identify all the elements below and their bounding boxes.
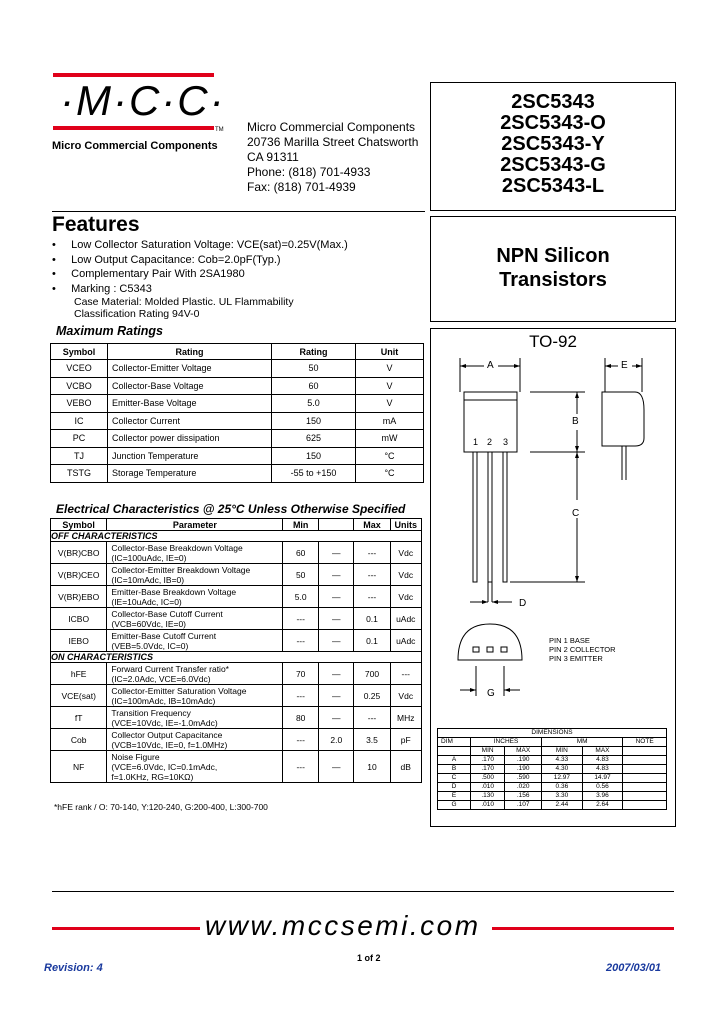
- table-row: IEBO Emitter-Base Cutoff Current (VEB=5.0Vdc, IC=0) --- — 0.1 uAdc: [51, 630, 422, 652]
- features-list: [52, 238, 348, 320]
- column-header: [319, 519, 354, 531]
- table-row: VCBO Collector-Base Voltage 60 V: [51, 377, 424, 395]
- dim-header: MM: [542, 738, 623, 747]
- company-name: Micro Commercial Components: [247, 120, 416, 134]
- part-number: 2SC5343: [511, 91, 595, 113]
- part-number: 2SC5343-L: [501, 175, 605, 197]
- dim-label-c: C: [572, 508, 580, 519]
- fax: Fax: (818) 701-4939: [247, 180, 356, 194]
- pin-legend-item: PIN 2 COLLECTOR: [549, 645, 616, 654]
- off-characteristics-title: OFF CHARACTERISTICS: [51, 531, 422, 542]
- column-header: Parameter: [107, 519, 283, 531]
- logo-bottom-bar: [53, 126, 214, 130]
- phone: Phone: (818) 701-4933: [247, 165, 371, 179]
- table-row: VEBO Emitter-Base Voltage 5.0 V: [51, 395, 424, 413]
- part-number: 2SC5343-G: [500, 154, 606, 176]
- table-row: G .010 .107 2.44 2.64: [438, 801, 667, 810]
- logo: ·M·C·C·: [60, 77, 226, 124]
- table-row: TSTG Storage Temperature -55 to +150 °C: [51, 465, 424, 483]
- device-type-line: NPN Silicon: [496, 245, 610, 267]
- table-row: A .170 .190 4.33 4.83: [438, 756, 667, 765]
- dim-subheader: MAX: [582, 747, 623, 756]
- on-characteristics-title: ON CHARACTERISTICS: [51, 652, 422, 663]
- column-header: Unit: [356, 344, 424, 360]
- table-row: fT Transition Frequency (VCE=10Vdc, IE=-1.0mAdc) 80 — --- MHz: [51, 707, 422, 729]
- package-label: TO-92: [529, 332, 577, 351]
- table-row: PC Collector power dissipation 625 mW: [51, 430, 424, 448]
- elec-table: [50, 518, 422, 783]
- table-row: hFE Forward Current Transfer ratio* (IC=2.0Adc, VCE=6.0Vdc) 70 — 700 ---: [51, 663, 422, 685]
- dim-label-g: G: [487, 688, 495, 699]
- dim-header: NOTE: [623, 738, 667, 747]
- column-header: Rating: [272, 344, 356, 360]
- max-ratings-title: Maximum Ratings: [56, 324, 163, 338]
- revision-date: 2007/03/01: [606, 962, 662, 974]
- hfe-rank-note: *hFE rank / O: 70-140, Y:120-240, G:200-400, L:300-700: [54, 802, 268, 812]
- footer-red-bar-left: [52, 927, 200, 930]
- column-header: Units: [390, 519, 422, 531]
- elec-title: Electrical Characteristics @ 25°C Unless Otherwise Specified: [56, 502, 406, 516]
- table-row: C .500 .590 12.97 14.97: [438, 774, 667, 783]
- part-number: 2SC5343-O: [500, 112, 606, 134]
- trademark: TM: [215, 127, 224, 133]
- column-header: Min: [283, 519, 319, 531]
- pin-number: 1: [473, 437, 479, 447]
- dim-label-a: A: [487, 360, 494, 371]
- package-drawing: [430, 350, 676, 740]
- pin-number: 3: [503, 437, 509, 447]
- column-header: Symbol: [51, 344, 108, 360]
- dim-subheader: MIN: [542, 747, 583, 756]
- website-link[interactable]: www.mccsemi.com: [205, 910, 481, 941]
- pin-legend: [549, 636, 616, 663]
- column-header: Max: [354, 519, 390, 531]
- table-row: Cob Collector Output Capacitance (VCB=10Vdc, IE=0, f=1.0MHz) --- 2.0 3.5 pF: [51, 729, 422, 751]
- company-address: [247, 120, 418, 195]
- table-row: IC Collector Current 150 mA: [51, 412, 424, 430]
- table-row: ICBO Collector-Base Cutoff Current (VCB=60Vdc, IE=0) --- — 0.1 uAdc: [51, 608, 422, 630]
- features-title: Features: [52, 213, 140, 236]
- device-type-box: [430, 216, 676, 322]
- dim-subheader: MAX: [505, 747, 542, 756]
- dim-header: INCHES: [471, 738, 542, 747]
- table-row: NF Noise Figure (VCE=6.0Vdc, IC=0.1mAdc, f=1.0KHz, RG=10KΩ) --- — 10 dB: [51, 751, 422, 783]
- pin-number: 2: [487, 437, 493, 447]
- table-row: TJ Junction Temperature 150 °C: [51, 447, 424, 465]
- list-item: • Complementary Pair With 2SA1980: [52, 268, 245, 280]
- page-number: 1 of 2: [357, 953, 381, 963]
- list-item: • Marking : C5343: [52, 282, 152, 295]
- revision: Revision: 4: [44, 962, 103, 974]
- table-row: E .130 .156 3.30 3.96: [438, 792, 667, 801]
- footer-red-bar-right: [492, 927, 674, 930]
- table-row: V(BR)CBO Collector-Base Breakdown Voltage (IC=100uAdc, IE=0) 60 — --- Vdc: [51, 542, 422, 564]
- street: 20736 Marilla Street Chatsworth: [247, 135, 419, 149]
- footer-divider: [52, 891, 674, 892]
- dim-label-e: E: [621, 360, 628, 371]
- city: CA 91311: [247, 150, 299, 164]
- dim-header: DIM: [438, 738, 471, 747]
- part-number-box: [430, 82, 676, 211]
- list-item: • Low Output Capacitance: Cob=2.0pF(Typ.): [52, 253, 281, 266]
- table-row: VCE(sat) Collector-Emitter Saturation Voltage (IC=100mAdc, IB=10mAdc) --- — 0.25 Vdc: [51, 685, 422, 707]
- part-number: 2SC5343-Y: [501, 133, 605, 155]
- table-row: VCEO Collector-Emitter Voltage 50 V: [51, 360, 424, 378]
- list-item: Classification Rating 94V-0: [74, 308, 200, 320]
- table-row: D .010 .020 0.36 0.56: [438, 783, 667, 792]
- dim-label-b: B: [572, 416, 579, 427]
- table-row: B .170 .190 4.30 4.83: [438, 765, 667, 774]
- dim-subheader: MIN: [471, 747, 505, 756]
- column-header: Rating: [108, 344, 272, 360]
- table-row: V(BR)EBO Emitter-Base Breakdown Voltage (IE=10uAdc, IC=0) 5.0 — --- Vdc: [51, 586, 422, 608]
- dimensions-table: [437, 728, 667, 810]
- table-row: V(BR)CEO Collector-Emitter Breakdown Voltage (IC=10mAdc, IB=0) 50 — --- Vdc: [51, 564, 422, 586]
- header-divider: [52, 211, 425, 212]
- list-item: Case Material: Molded Plastic. UL Flammability: [74, 296, 294, 308]
- max-ratings-table: [50, 343, 424, 483]
- device-type-line: Transistors: [499, 269, 607, 291]
- dimensions-title: DIMENSIONS: [438, 729, 667, 738]
- list-item: • Low Collector Saturation Voltage: VCE(sat)=0.25V(Max.): [52, 239, 348, 251]
- column-header: Symbol: [51, 519, 107, 531]
- logo-subtitle: Micro Commercial Components: [52, 140, 218, 152]
- dim-label-d: D: [519, 598, 527, 609]
- pin-legend-item: PIN 1 BASE: [549, 636, 590, 645]
- pin-legend-item: PIN 3 EMITTER: [549, 654, 603, 663]
